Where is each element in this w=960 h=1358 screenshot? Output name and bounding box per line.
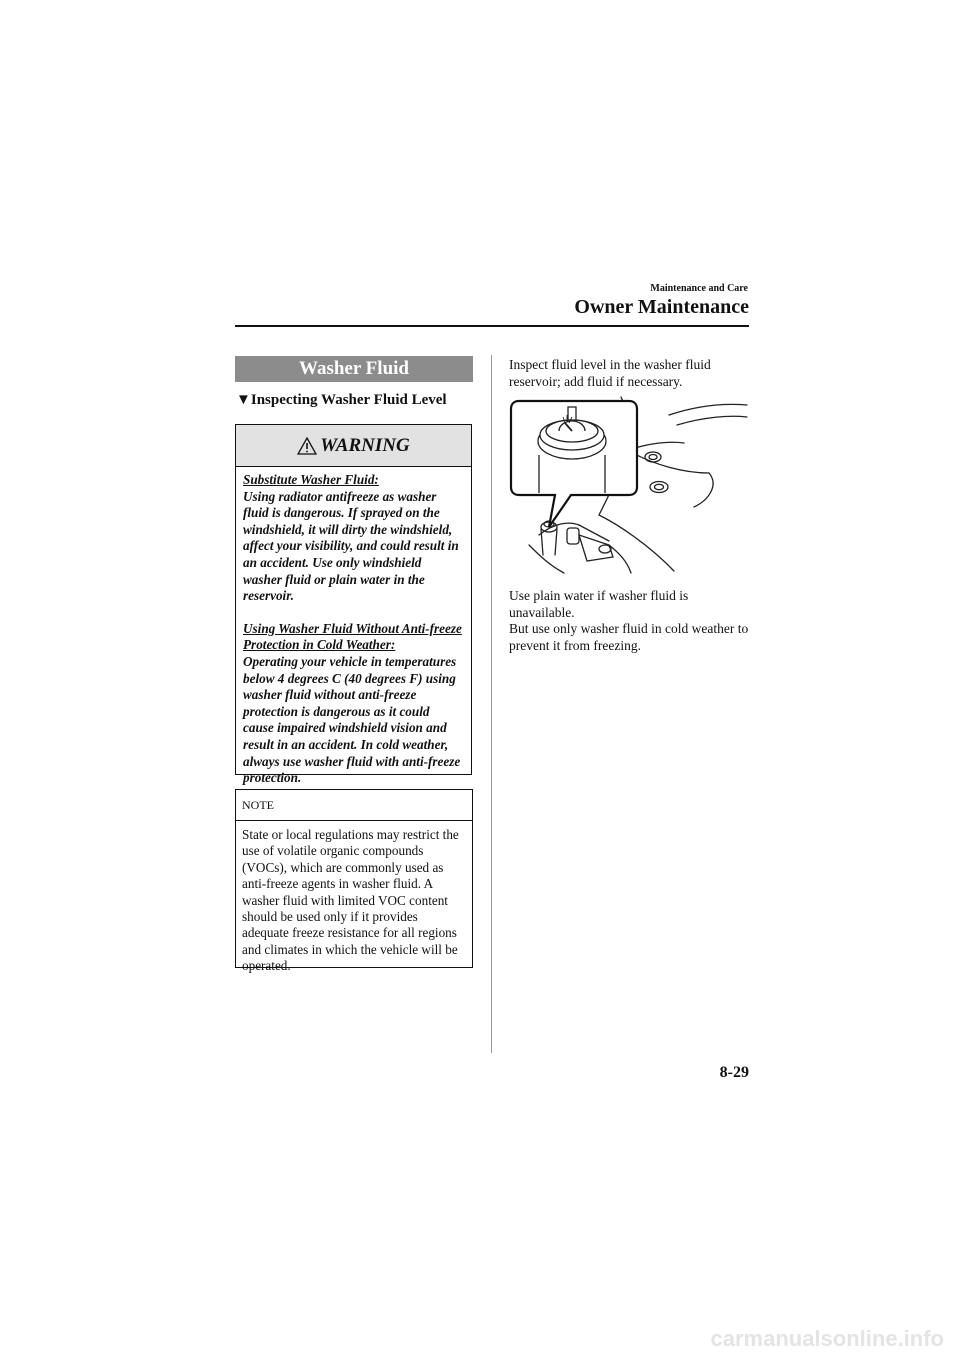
- after-line: Use plain water if washer fluid is unavailable.: [509, 588, 689, 620]
- header-rule: [235, 325, 749, 327]
- subheading: [236, 392, 447, 409]
- note-label: NOTE: [236, 790, 472, 821]
- note-box: [235, 789, 473, 974]
- subheading-marker: ▼: [236, 392, 251, 408]
- warning-item-title: Using Washer Fluid Without Anti-freeze Protection in Cold Weather:: [243, 620, 462, 653]
- header-section-label: Maintenance and Care: [650, 283, 748, 294]
- warning-item-text: Using radiator antifreeze as washer fluid is dangerous. If sprayed on the windshield, it will dirty the windshield, affect your visibility, and could result in an accident. Use only windshield washer fluid or plain water in the reservoir.: [243, 488, 459, 604]
- after-line: But use only washer fluid in cold weather to prevent it from freezing.: [509, 621, 749, 653]
- section-title: Washer Fluid: [235, 356, 473, 382]
- note-text: State or local regulations may restrict the use of volatile organic compounds (VOCs), which are commonly used as anti-freeze agents in washer fluid. A washer fluid with limited VOC content should be used only if it provides adequate freeze resistance for all regions and climates in which the vehicle will be operated.: [242, 827, 459, 974]
- warning-triangle-icon: [297, 437, 317, 455]
- after-paragraph: [509, 588, 754, 654]
- column-divider: [491, 355, 492, 1053]
- warning-item-title: Substitute Washer Fluid:: [243, 472, 379, 487]
- page-number: 8-29: [719, 1064, 749, 1081]
- warning-body: [236, 467, 471, 787]
- warning-label: WARNING: [320, 435, 410, 456]
- subheading-text: Inspecting Washer Fluid Level: [250, 392, 447, 408]
- header-title: Owner Maintenance: [574, 296, 749, 318]
- intro-paragraph: Inspect fluid level in the washer fluid reservoir; add fluid if necessary.: [509, 357, 711, 389]
- warning-item-text: Operating your vehicle in temperatures below 4 degrees C (40 degrees F) using washer fluid without anti-freeze protection is dangerous as it could cause impaired windshield vision and result in an accident. In cold weather, always use washer fluid with anti-freeze protection.: [243, 653, 461, 786]
- washer-reservoir-illustration: [509, 395, 749, 575]
- watermark: carmanualsonline.info: [710, 1326, 944, 1351]
- warning-header: [236, 425, 471, 467]
- warning-box: [235, 424, 472, 786]
